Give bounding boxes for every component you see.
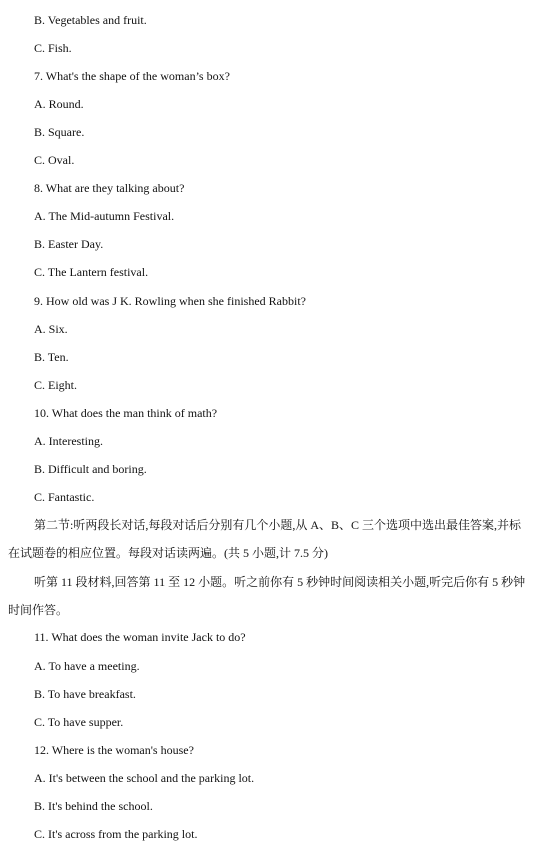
question-9: 9. How old was J K. Rowling when she finished Rabbit? (34, 294, 306, 308)
option-11b: B. To have breakfast. (34, 687, 136, 701)
option-9c: C. Eight. (34, 378, 78, 392)
option-10b: B. Difficult and boring. (34, 462, 147, 476)
question-8: 8. What are they talking about? (34, 181, 185, 195)
question-10: 10. What does the man think of math? (34, 406, 218, 420)
option-9b: B. Ten. (34, 350, 69, 364)
option-6c: C. Fish. (34, 41, 72, 55)
section-2-instruction: 第二节:听两段长对话,每段对话后分别有几个小题,从 A、B、C 三个选项中选出最佳答案,并标在试题卷的相应位置。每段对话读两遍。(共 5 小题,计 7.5 分) (8, 518, 522, 560)
option-7b: B. Square. (34, 125, 85, 139)
option-11a: A. To have a meeting. (34, 659, 140, 673)
material-11-instruction: 听第 11 段材料,回答第 11 至 12 小题。听之前你有 5 秒钟时间阅读相关小题,听完后你有 5 秒钟时间作答。 (8, 575, 526, 617)
option-12a: A. It's between the school and the parking lot. (34, 771, 255, 785)
option-12c: C. It's across from the parking lot. (34, 827, 198, 841)
option-10c: C. Fantastic. (34, 490, 95, 504)
question-11: 11. What does the woman invite Jack to do? (34, 630, 246, 644)
question-12: 12. Where is the woman's house? (34, 743, 194, 757)
option-7c: C. Oval. (34, 153, 75, 167)
option-12b: B. It's behind the school. (34, 799, 153, 813)
option-8b: B. Easter Day. (34, 237, 104, 251)
option-7a: A. Round. (34, 97, 84, 111)
option-11c: C. To have supper. (34, 715, 124, 729)
option-8a: A. The Mid-autumn Festival. (34, 209, 175, 223)
question-7: 7. What's the shape of the woman’s box? (34, 69, 230, 83)
option-6b: B. Vegetables and fruit. (34, 13, 147, 27)
option-8c: C. The Lantern festival. (34, 265, 149, 279)
option-10a: A. Interesting. (34, 434, 103, 448)
option-9a: A. Six. (34, 322, 68, 336)
